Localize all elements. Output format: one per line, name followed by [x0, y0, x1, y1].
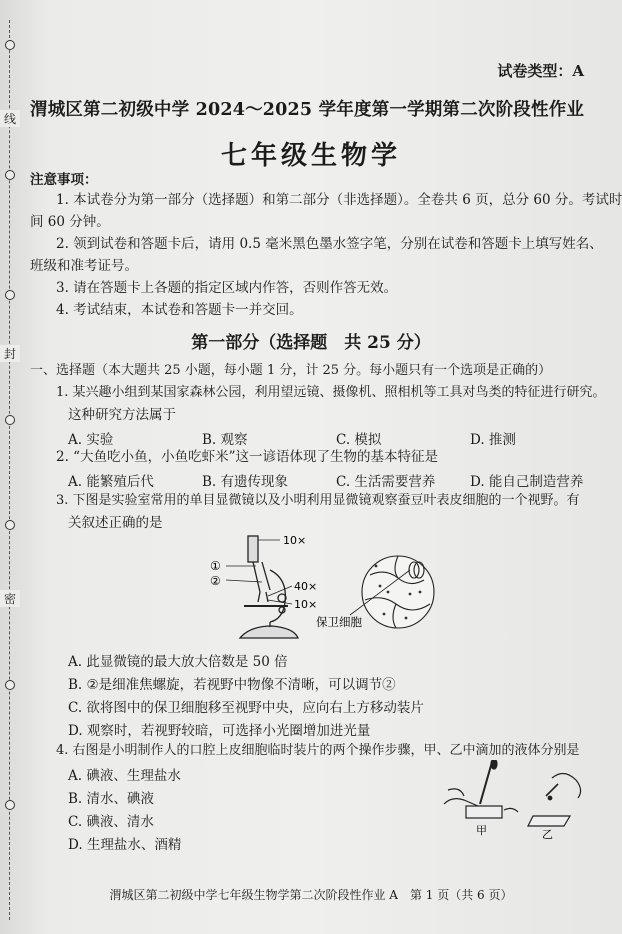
q2-stem: 2. “大鱼吃小鱼，小鱼吃虾米”这一谚语体现了生物的基本特征是 — [56, 449, 438, 465]
q2-option-b: B. 有遗传现象 — [202, 474, 289, 490]
q3-microscope-figure — [200, 530, 460, 650]
binding-hole — [5, 415, 15, 425]
q1-option-d: D. 推测 — [470, 432, 516, 448]
binding-char-mi: 密 — [0, 590, 20, 607]
q2-option-d: D. 能自己制造营养 — [470, 474, 584, 490]
dropper-step-jia-icon — [444, 760, 518, 818]
notice-item: 3. 请在答题卡上各题的指定区域内作答，否则作答无效。 — [56, 280, 398, 296]
binding-char-xian: 线 — [0, 110, 20, 127]
q4-slide-figure — [438, 760, 588, 840]
binding-hole — [5, 680, 15, 690]
subject-title: 七年级生物学 — [220, 141, 401, 171]
q3-option-d: D. 观察时，若视野较暗，可选择小光圈增加进光量 — [68, 723, 371, 739]
guard-cell-label: 保卫细胞 — [316, 615, 362, 629]
q3-stem: 3. 下图是实验室常用的单目显微镜以及小明利用显微镜观察蚕豆叶表皮细胞的一个视野。有 — [56, 493, 580, 508]
q4-option-d: D. 生理盐水、酒精 — [68, 837, 182, 853]
knob-2-label: ② — [210, 574, 221, 588]
binding-hole — [5, 520, 15, 530]
objective-high-label: 40× — [294, 580, 318, 593]
q1-option-a: A. 实验 — [68, 432, 114, 448]
page-footer: 渭城区第二初级中学七年级生物学第二次阶段性作业 A 第 1 页（共 6 页） — [109, 888, 513, 902]
objective-low-label: 10× — [294, 598, 318, 611]
label-jia: 甲 — [476, 824, 487, 837]
q3-stem-cont: 关叙述正确的是 — [68, 515, 163, 531]
eyepiece-label: 10× — [283, 534, 307, 547]
binding-hole — [5, 290, 15, 300]
microscope-icon — [226, 536, 298, 638]
q3-option-c: C. 欲将图中的保卫细胞移至视野中央，应向右上方移动装片 — [68, 700, 424, 716]
paper-type-label: 试卷类型：A — [497, 62, 584, 80]
label-yi: 乙 — [542, 828, 553, 840]
section-intro: 一、选择题（本大题共 25 小题，每小题 1 分，计 25 分。每小题只有一个选项是正确的） — [30, 363, 552, 378]
notice-item: 班级和准考证号。 — [30, 258, 138, 274]
q2-option-a: A. 能繁殖后代 — [68, 474, 154, 490]
q2-option-c: C. 生活需要营养 — [336, 474, 436, 490]
binding-char-feng: 封 — [0, 345, 20, 362]
notice-item: 2. 领到试卷和答题卡后，请用 0.5 毫米黑色墨水签字笔，分别在试卷和答题卡上填写姓名、 — [56, 236, 603, 252]
exam-title: 渭城区第二初级中学 2024～2025 学年度第一学期第二次阶段性作业 — [30, 100, 585, 120]
q3-option-a: A. 此显微镜的最大放大倍数是 50 倍 — [68, 654, 288, 670]
q4-option-c: C. 碘液、清水 — [68, 814, 154, 830]
q1-option-c: C. 模拟 — [336, 432, 382, 448]
notice-heading: 注意事项： — [30, 172, 98, 188]
q3-option-b: B. ②是细准焦螺旋，若视野中物像不清晰，可以调节② — [68, 677, 396, 693]
q4-stem: 4. 右图是小明制作人的口腔上皮细胞临时装片的两个操作步骤，甲、乙中滴加的液体分别是 — [56, 743, 580, 758]
binding-hole — [5, 800, 15, 810]
dropper-step-yi-icon — [528, 773, 581, 826]
part-one-title: 第一部分（选择题 共 25 分） — [191, 333, 431, 353]
q4-option-a: A. 碘液、生理盐水 — [68, 768, 181, 784]
notice-item: 4. 考试结束，本试卷和答题卡一并交回。 — [56, 302, 303, 318]
binding-hole — [5, 40, 15, 50]
knob-1-label: ① — [210, 559, 221, 573]
q1-option-b: B. 观察 — [202, 432, 248, 448]
q4-option-b: B. 清水、碘液 — [68, 791, 155, 807]
notice-item: 间 60 分钟。 — [30, 214, 110, 230]
q1-stem: 1. 某兴趣小组到某国家森林公园，利用望远镜、摄像机、照相机等工具对鸟类的特征进行研究。 — [56, 385, 606, 400]
notice-item: 1. 本试卷分为第一部分（选择题）和第二部分（非选择题）。全卷共 6 页，总分 60 分。考试时 — [56, 192, 622, 208]
q1-stem-cont: 这种研究方法属于 — [68, 407, 176, 423]
